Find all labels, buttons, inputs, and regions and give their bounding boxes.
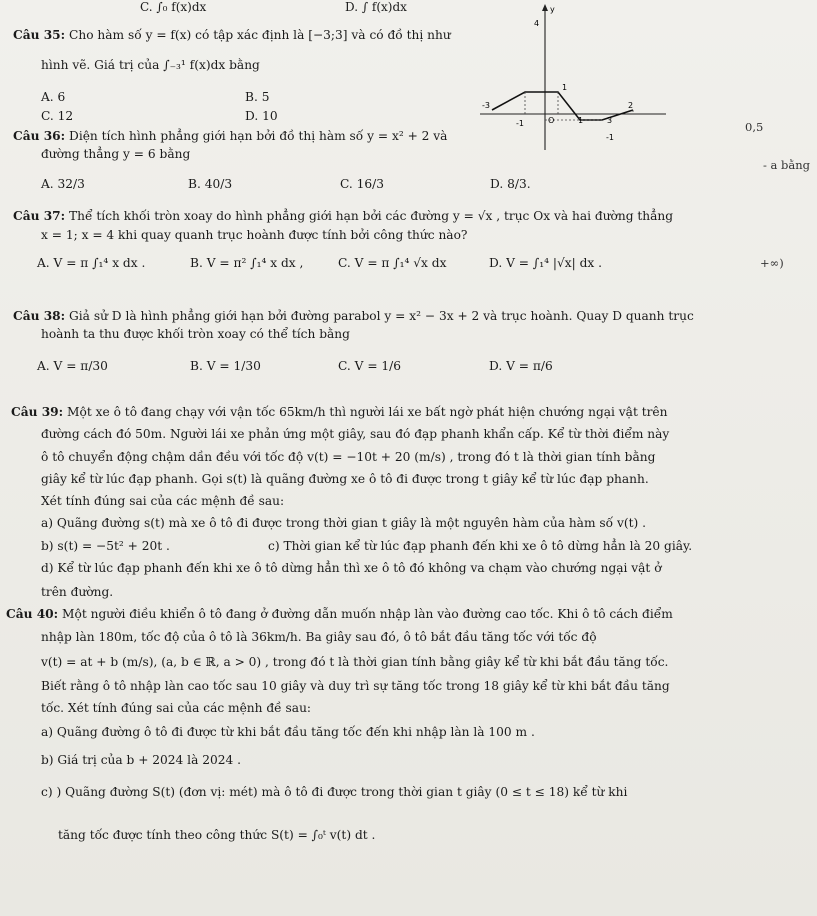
side-note-1: 0,5 bbox=[745, 120, 764, 134]
q40-line1 bbox=[6, 607, 673, 622]
q39-text4: giây kể từ lúc đạp phanh. Gọi s(t) là quãng đường xe ô tô đi được trong t giây kể từ lúc đạp phanh. bbox=[41, 472, 649, 486]
q37-label: Câu 37: bbox=[13, 209, 66, 223]
q40-statement-b[interactable]: b) Giá trị của b + 2024 là 2024 . bbox=[41, 753, 241, 767]
q35-option-c[interactable]: C. 12 bbox=[41, 109, 74, 123]
q40-label: Câu 40: bbox=[6, 607, 59, 621]
graph-label-2: 2 bbox=[628, 101, 634, 110]
q36-text1: Diện tích hình phẳng giới hạn bởi đồ thị hàm số y = x² + 2 và bbox=[69, 129, 448, 143]
q36-option-a[interactable]: A. 32/3 bbox=[41, 177, 85, 191]
q39-statement-a[interactable]: a) Quãng đường s(t) mà xe ô tô đi được trong thời gian t giây là một nguyên hàm của hàm số v(t) . bbox=[41, 516, 647, 530]
x-tick-neg1: -1 bbox=[516, 119, 524, 128]
q39-statement-d[interactable]: d) Kể từ lúc đạp phanh đến khi xe ô tô dừng hẳn thì xe ô tô đó không va chạm vào chướng ngại vật ở bbox=[41, 561, 662, 575]
q38-line1 bbox=[13, 309, 694, 324]
q37-option-b[interactable]: B. V = π² ∫₁⁴ x dx , bbox=[190, 256, 304, 270]
q36-line1 bbox=[13, 129, 447, 144]
q35-option-a[interactable]: A. 6 bbox=[41, 90, 66, 104]
q38-option-d[interactable]: D. V = π/6 bbox=[489, 359, 553, 373]
q39-statement-c[interactable]: c) Thời gian kể từ lúc đạp phanh đến khi xe ô tô dừng hẳn là 20 giây. bbox=[268, 539, 693, 553]
q39-text3: ô tô chuyển động chậm dần đều với tốc độ v(t) = −10t + 20 (m/s) , trong đó t là thời gian tính bằng bbox=[41, 450, 656, 464]
q35-option-b[interactable]: B. 5 bbox=[245, 90, 270, 104]
graph-label-1: 1 bbox=[562, 83, 568, 92]
q35-line1 bbox=[13, 28, 451, 43]
q39-text2: đường cách đó 50m. Người lái xe phản ứng một giây, sau đó đạp phanh khẩn cấp. Kể từ thời điểm này bbox=[41, 427, 670, 441]
x-tick-3: 3 bbox=[607, 116, 613, 125]
q36-text2: đường thẳng y = 6 bằng bbox=[41, 147, 191, 161]
q36-option-c[interactable]: C. 16/3 bbox=[340, 177, 385, 191]
q37-option-a[interactable]: A. V = π ∫₁⁴ x dx . bbox=[37, 256, 146, 270]
side-note-3: +∞) bbox=[760, 256, 784, 270]
q36-option-b[interactable]: B. 40/3 bbox=[188, 177, 233, 191]
q35-option-d[interactable]: D. 10 bbox=[245, 109, 278, 123]
x-tick-1: 1 bbox=[578, 116, 584, 125]
q36-label: Câu 36: bbox=[13, 129, 66, 143]
q37-line1 bbox=[13, 209, 673, 224]
q38-label: Câu 38: bbox=[13, 309, 66, 323]
q35-text2: hình vẽ. Giá trị của ∫₋₃¹ f(x)dx bằng bbox=[41, 58, 260, 72]
q39-line1 bbox=[11, 405, 668, 420]
q40-text3: v(t) = at + b (m/s), (a, b ∈ ℝ, a > 0) , trong đó t là thời gian tính bằng giây kể từ khi bắt đầu tăng tốc. bbox=[41, 655, 669, 669]
q40-text4: Biết rằng ô tô nhập làn cao tốc sau 10 giây và duy trì sự tăng tốc trong 18 giây kể từ khi bắt đầu tăng bbox=[41, 679, 670, 693]
side-note-2: - a bằng bbox=[763, 158, 811, 172]
q39-label: Câu 39: bbox=[11, 405, 64, 419]
y-tick-neg1: -1 bbox=[606, 133, 614, 142]
q37-text2: x = 1; x = 4 khi quay quanh trục hoành được tính bởi công thức nào? bbox=[41, 228, 468, 242]
q38-option-b[interactable]: B. V = 1/30 bbox=[190, 359, 261, 373]
q39-text5: Xét tính đúng sai của các mệnh đề sau: bbox=[41, 494, 285, 508]
function-graph bbox=[478, 2, 668, 152]
q40-statement-c[interactable]: c) ) Quãng đường S(t) (đơn vị: mét) mà ô tô đi được trong thời gian t giây (0 ≤ t ≤ 18) kể từ khi bbox=[41, 785, 628, 799]
q38-option-c[interactable]: C. V = 1/6 bbox=[338, 359, 402, 373]
q37-option-c[interactable]: C. V = π ∫₁⁴ √x dx bbox=[338, 256, 447, 270]
x-tick-neg3: -3 bbox=[482, 101, 490, 110]
top-fragment-c: C. ∫₀ f(x)dx bbox=[140, 0, 207, 14]
q35-text1: Cho hàm số y = f(x) có tập xác định là [−3;3] và có đồ thị như bbox=[69, 28, 451, 42]
q40-statement-c-cont: tăng tốc được tính theo công thức S(t) = ∫₀ᵗ v(t) dt . bbox=[58, 828, 376, 842]
q38-option-a[interactable]: A. V = π/30 bbox=[37, 359, 108, 373]
q40-text5: tốc. Xét tính đúng sai của các mệnh đề sau: bbox=[41, 701, 312, 715]
y-axis-label: y bbox=[550, 5, 555, 14]
q40-text2: nhập làn 180m, tốc độ của ô tô là 36km/h. Ba giây sau đó, ô tô bắt đầu tăng tốc với tốc độ bbox=[41, 630, 597, 644]
q37-option-d[interactable]: D. V = ∫₁⁴ |√x| dx . bbox=[489, 256, 602, 270]
q37-text1: Thể tích khối tròn xoay do hình phẳng giới hạn bởi các đường y = √x , trục Ox và hai đường thẳng bbox=[69, 209, 674, 223]
q38-text2: hoành ta thu được khối tròn xoay có thể tích bằng bbox=[41, 327, 350, 341]
y-tick-4: 4 bbox=[534, 19, 540, 28]
q39-statement-b[interactable]: b) s(t) = −5t² + 20t . bbox=[41, 539, 170, 553]
q36-option-d[interactable]: D. 8/3. bbox=[490, 177, 531, 191]
origin-label: O bbox=[548, 116, 555, 125]
y-axis-arrow bbox=[542, 4, 548, 11]
q39-text1: Một xe ô tô đang chạy với vận tốc 65km/h thì người lái xe bất ngờ phát hiện chướng ngại vật trên bbox=[67, 405, 668, 419]
q39-statement-d-cont: trên đường. bbox=[41, 585, 114, 599]
q40-statement-a[interactable]: a) Quãng đường ô tô đi được từ khi bắt đầu tăng tốc đến khi nhập làn là 100 m . bbox=[41, 725, 535, 739]
q40-text1: Một người điều khiển ô tô đang ở đường dẫn muốn nhập làn vào đường cao tốc. Khi ô tô cách điểm bbox=[62, 607, 673, 621]
q38-text1: Giả sử D là hình phẳng giới hạn bởi đường parabol y = x² − 3x + 2 và trục hoành. Quay D quanh trục bbox=[69, 309, 694, 323]
top-fragment-d: D. ∫ f(x)dx bbox=[345, 0, 407, 14]
q35-label: Câu 35: bbox=[13, 28, 66, 42]
